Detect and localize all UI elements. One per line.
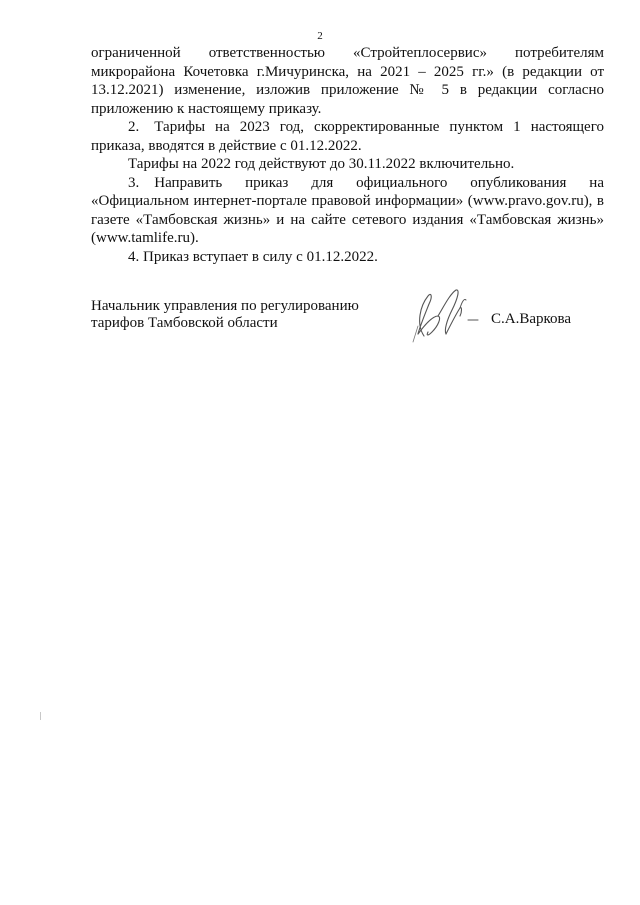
paragraph-item-4: 4. Приказ вступает в силу с 01.12.2022. — [128, 248, 378, 265]
paragraph-validity-2022: Тарифы на 2022 год действуют до 30.11.2022 включительно. — [128, 156, 515, 172]
paragraph-item-3: 3. Направить приказ для официального опубликования на «Официальном интернет-портале правовой информации» (www.pravo.gov.ru), в газете «Тамбовская жизнь» и на сайте сетевого издания «Тамбовская жизнь» (www.tamlife.ru). — [91, 174, 604, 246]
page-number: 2 — [317, 30, 323, 42]
paragraph-item-2: 2. Тарифы на 2023 год, скорректированные пунктом 1 настоящего приказа, вводятся в действие с 01.12.2022. — [91, 119, 604, 154]
signature-block — [91, 298, 591, 348]
scan-artifact — [40, 712, 41, 720]
paragraph-continuation: ограниченной ответственностью «Стройтеплосервис» потребителям микрорайона Кочетовка г.Мичуринска, на 2021 – 2025 гг.» (в редакции от 13.12.2021) изменение, изложив приложение № 5 в редакции согласно приложению к настоящему приказу. — [91, 45, 604, 117]
signer-name: С.А.Варкова — [491, 311, 572, 327]
handwritten-signature — [398, 286, 488, 344]
signer-title-line-1: Начальник управления по регулированию — [91, 298, 359, 314]
signer-title — [91, 298, 381, 332]
document-body — [91, 44, 604, 266]
signer-title-line-2: тарифов Тамбовской области — [91, 315, 278, 331]
